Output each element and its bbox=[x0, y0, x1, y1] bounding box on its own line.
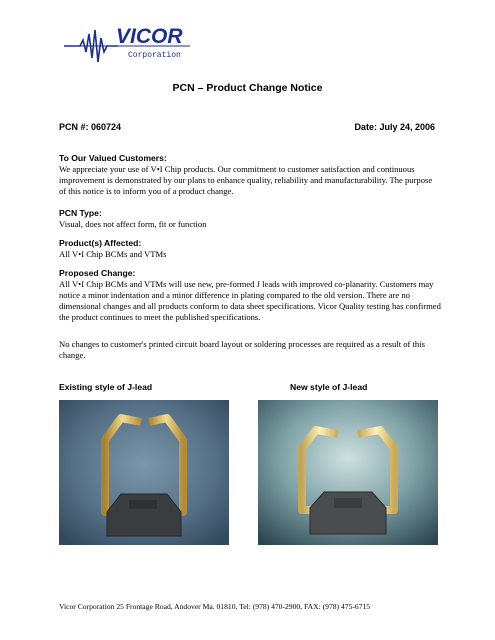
products-heading: Product(s) Affected: bbox=[59, 238, 142, 248]
proposed-body: All V•I Chip BCMs and VTMs will use new, pre-formed J leads with improved co-planarity. Customers may notice a minor indentation and a minor difference in plating compared to the old version. There are no dimensional changes and all products conform to data sheet specifications. Vicor Quality testing has confirmed the product continues to meet the published specifications. bbox=[59, 279, 441, 322]
logo-wordmark: VICOR bbox=[116, 25, 183, 48]
proposed-section bbox=[59, 268, 441, 323]
page-footer: Vicor Corporation 25 Frontage Road, Andover Ma. 01810, Tel: (978) 470-2900, FAX: (978) 475-6715 bbox=[59, 602, 371, 611]
existing-lead-label: Existing style of J-lead bbox=[59, 382, 153, 392]
existing-lead-photo bbox=[59, 400, 229, 550]
note-body: No changes to customer's printed circuit board layout or soldering processes are required as a result of this change. bbox=[59, 339, 425, 360]
pcn-header-row bbox=[59, 122, 435, 132]
greeting-section bbox=[59, 153, 441, 197]
pcn-type-body: Visual, does not affect form, fit or function bbox=[59, 219, 207, 229]
logo-subtitle: Corporation bbox=[128, 51, 181, 60]
new-lead-photo bbox=[258, 400, 438, 550]
products-body: All V•I Chip BCMs and VTMs bbox=[59, 249, 167, 259]
vicor-logo bbox=[62, 24, 192, 68]
pcn-date: Date: July 24, 2006 bbox=[354, 122, 435, 132]
pcn-number: PCN #: 060724 bbox=[59, 122, 122, 132]
proposed-heading: Proposed Change: bbox=[59, 268, 136, 278]
new-lead-label: New style of J-lead bbox=[290, 382, 368, 392]
products-section bbox=[59, 238, 441, 260]
pcn-type-heading: PCN Type: bbox=[59, 208, 102, 218]
greeting-heading: To Our Valued Customers: bbox=[59, 153, 167, 163]
page-title: PCN – Product Change Notice bbox=[172, 82, 323, 94]
note-section bbox=[59, 339, 441, 361]
greeting-body: We appreciate your use of V•I Chip products. Our commitment to customer satisfaction and continuous improvement is demonstrated by our plans to enhance quality, reliability and manufacturability. The purpose of this notice is to inform you of a product change. bbox=[59, 164, 433, 196]
pcn-type-section bbox=[59, 208, 441, 230]
